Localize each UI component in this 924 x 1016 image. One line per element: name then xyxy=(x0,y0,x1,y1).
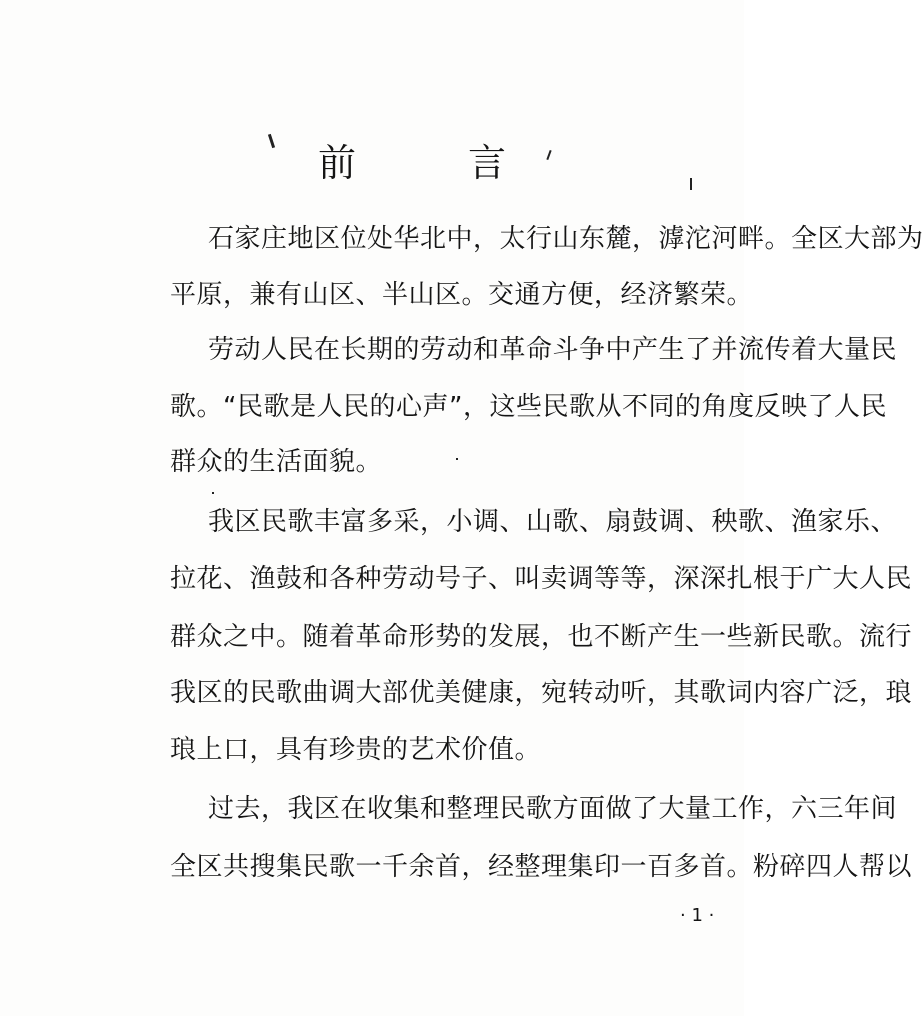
text-line-8: 群众之中。随着革命形势的发展，也不断产生一些新民歌。流行 xyxy=(170,622,913,652)
ink-speck xyxy=(212,492,214,494)
text-line-12: 全区共搜集民歌一千余首，经整理集印一百多首。粉碎四人帮以 xyxy=(170,852,913,882)
ink-speck xyxy=(268,134,275,148)
ink-speck xyxy=(690,178,692,190)
text-line-4: 歌。“民歌是人民的心声”，这些民歌从不同的角度反映了人民 xyxy=(170,392,887,422)
title-char-2: 言 xyxy=(468,141,507,185)
ink-speck xyxy=(546,150,551,160)
page-number: · 1 · xyxy=(680,905,715,926)
text-line-3: 劳动人民在长期的劳动和革命斗争中产生了并流传着大量民 xyxy=(208,335,898,365)
page-title xyxy=(318,138,538,188)
text-line-10: 琅上口，具有珍贵的艺术价值。 xyxy=(170,735,542,765)
text-line-2: 平原，兼有山区、半山区。交通方便，经济繁荣。 xyxy=(170,280,754,310)
text-line-9: 我区的民歌曲调大部优美健康，宛转动听，其歌词内容广泛，琅 xyxy=(170,678,913,708)
text-line-11: 过去，我区在收集和整理民歌方面做了大量工作，六三年间 xyxy=(208,794,898,824)
title-char-1: 前 xyxy=(318,141,357,185)
text-line-7: 拉花、渔鼓和各种劳动号子、叫卖调等等，深深扎根于广大人民 xyxy=(170,564,913,594)
text-line-6: 我区民歌丰富多采，小调、山歌、扇鼓调、秧歌、渔家乐、 xyxy=(208,507,898,537)
ink-speck xyxy=(456,458,458,460)
text-line-5: 群众的生活面貌。 xyxy=(170,447,383,477)
text-line-1: 石家庄地区位处华北中，太行山东麓，滹沱河畔。全区大部为 xyxy=(208,224,924,254)
